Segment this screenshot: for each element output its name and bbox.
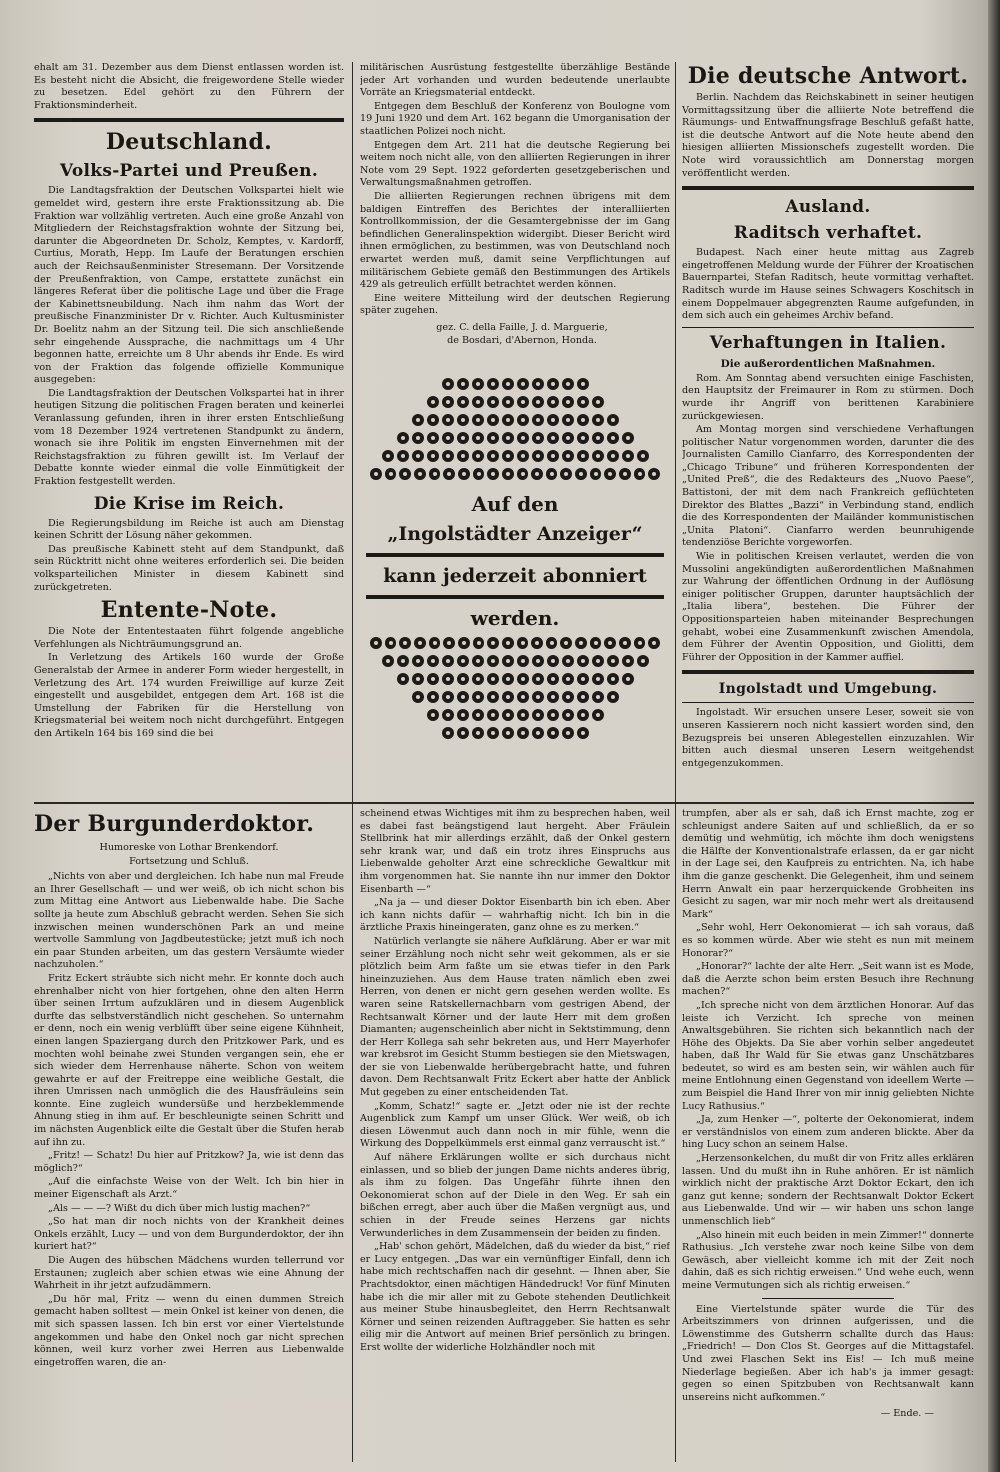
ornament-dot [637, 655, 649, 667]
ornament-dot [562, 655, 574, 667]
ornament-dot [648, 468, 660, 480]
column-middle-top [360, 62, 670, 372]
ornament-dot [382, 450, 394, 462]
story-paragraph: „Hab' schon gehört, Mädelchen, daß du wieder da bist,“ rief er Lucy entgegen. „Das war ein vernünftiger Einfall, denn ich habe mich rechtschaffen nach dir gesehnt. — Ihnen aber, Sie Prachtsdoktor, einen mächtigen Händedruck! Vor fünf Minuten habe ich die mir aller mit zu Gebote stehenden Deutlichkeit aus meiner Stube hinausbegleitet, den Herrn Rechtsanwalt Körner und seinen reizenden Auftraggeber. Sie hatten es sehr eilig mir die Antwort auf meinen Brief persönlich zu bringen. Erst wollte der widerliche Holzhändler noch mit [360, 1241, 670, 1353]
ornament-dot [502, 468, 514, 480]
ornament-dot [604, 468, 616, 480]
article-paragraph: Rom. Am Sonntag abend versuchten einige Faschisten, den Hauptsitz der Freimaurer in Rom zu stürmen. Doch wurde ihr Angriff von berittenen Karabiniere zurückgewiesen. [682, 372, 974, 422]
story-paragraph: Fritz Eckert sträubte sich nicht mehr. Er konnte doch auch ehrenhalber nicht von hier fortgehen, ohne den alten Herrn über seinen Irrtum aufzuklären und in diesem Augenblick durfte das selbstverständlich nicht geschehen. So unternahm er denn, noch ein wenig verblüfft über seine eigene Kühnheit, einen langen Spaziergang durch den Pritzkower Park, und es mochten wohl beinahe zwei Stunden vergangen sein, ehe er sich wieder dem Herrenhause näherte. Schon von weitem gewahrte er auf der Freitreppe eine weibliche Gestalt, die ihren Umrissen nach unmöglich die des Hausfräuleins sein konnte. Eine zugleich wundersüße und herzbeklemmende Ahnung stieg in ihm auf. Er beschleunigte seinen Schritt und im nächsten Augenblick eilte die Gestalt über die Stufen herab auf ihn zu. [34, 972, 344, 1148]
article-paragraph: Wie in politischen Kreisen verlautet, werden die von Mussolini angekündigten außerordentlichen Maßnahmen zur Wahrung der öffentlichen Ordnung in der Auflösung einiger politischer Gruppen, darunter hauptsächlich der „Italia libera“, bestehen. Die Führer der Oppositionsparteien haben miteinander Besprechungen gehabt, wobei eine Zusammenkunft zwischen Amendola, dem Führer der Aventin Opposition, und Giolitti, dem Führer der Opposition in der Kammer auffiel. [682, 551, 974, 663]
ornament-dot [442, 414, 454, 426]
ornament-dot [399, 468, 411, 480]
ornament-dot [607, 450, 619, 462]
section-rule [762, 1298, 894, 1299]
story-paragraph: „Auf die einfachste Weise von der Welt. Ich bin hier in meiner Eigenschaft als Arzt.“ [34, 1176, 344, 1201]
story-paragraph: Eine Viertelstunde später wurde die Tür des Arbeitszimmers von drinnen aufgerissen, und die Löwenstimme des Gutsherrn schallte durch das Haus: „Friedrich! — Don Clos St. Georges auf die Mittagstafel. Und zwei Flaschen Sekt ins Eis! — Ich muß meine Niederlage begießen. Aber ich hab's ja immer gesagt: gegen so einen Spitzbuben von Rechtsanwalt kann unsereins nicht aufkommen.“ [682, 1303, 974, 1403]
ornament-dot [532, 727, 544, 739]
story-text [682, 808, 974, 1293]
ornament-dot [502, 396, 514, 408]
ornament-dot [547, 450, 559, 462]
ornament-dot [458, 637, 470, 649]
article-paragraph: Die Note der Ententestaaten führt folgende angebliche Verfehlungen als Nichträumungsgrund an. [34, 626, 344, 650]
ornament-dot [532, 414, 544, 426]
ornament-dot [412, 673, 424, 685]
ornament-dot [562, 727, 574, 739]
ornament-dot [442, 691, 454, 703]
ornament-dot [560, 637, 572, 649]
ornament-dot [532, 378, 544, 390]
ornament-dot [592, 414, 604, 426]
ornament-dot [619, 637, 631, 649]
story-paragraph: „Sehr wohl, Herr Oekonomierat — ich sah voraus, daß es so kommen würde. Aber wie steht es nun mit meinem Honorar?“ [682, 922, 974, 959]
story-paragraph: „Als — — —? Wißt du dich über mich lustig machen?“ [48, 1202, 311, 1214]
ornament-dot [622, 655, 634, 667]
ornament-dot [517, 432, 529, 444]
ornament-dot [443, 468, 455, 480]
story-paragraph: Auf nähere Erklärungen wollte er sich durchaus nicht einlassen, und so blieb der jungen Dame nichts anderes übrig, als ihm zu folgen. Das Ungefähr führte ihnen den Oekonomierat schon auf der Diele in den Weg. Er sah ein bißchen erregt, aber auch über die Maßen vergnügt aus, und schien in der Freude seines Herzens gar nichts Verwunderliches in dem Zusammensein der beiden zu finden. [360, 1152, 670, 1239]
ornament-dot [502, 450, 514, 462]
heading-burgunderdoktor: Der Burgunderdoktor. [34, 811, 315, 837]
ornament-dot [427, 432, 439, 444]
feuilleton-column-1 [34, 808, 344, 1462]
story-paragraph: Die Augen des hübschen Mädchens wurden tellerrund vor Erstaunen; zugleich aber schien etwas wie eine Ahnung der Wahrheit in ihr jetzt aufzudämmern. [34, 1255, 344, 1292]
ornament-dot [547, 727, 559, 739]
ornament-dot [577, 673, 589, 685]
ornament-dot [607, 691, 619, 703]
ornament-dot [517, 727, 529, 739]
ornament-dot [443, 637, 455, 649]
ornament-dot [385, 468, 397, 480]
ornament-dot [532, 396, 544, 408]
article-paragraph: Eine weitere Mitteilung wird der deutschen Regierung später zugehen. [360, 292, 670, 317]
ornament-dot [560, 468, 572, 480]
ornament-dot [607, 414, 619, 426]
ornament-dot [562, 378, 574, 390]
heading-ingolstadt: Ingolstadt und Umgebung. [718, 681, 938, 698]
ornament-dot [457, 673, 469, 685]
ornament-dot [502, 414, 514, 426]
ornament-dot [427, 655, 439, 667]
ornament-dot [502, 655, 514, 667]
ornament-dot [577, 432, 589, 444]
feuilleton-column-3 [682, 808, 974, 1462]
section-rule [682, 670, 974, 674]
ornament-dot [577, 691, 589, 703]
signature-line: gez. C. della Faille, J. d. Marguerie, [436, 321, 608, 333]
ornament-dot [562, 396, 574, 408]
ornament-dot [472, 727, 484, 739]
ornament-dot [604, 637, 616, 649]
ornament-dot [429, 468, 441, 480]
ornament-dot [458, 468, 470, 480]
ornament-dot [562, 432, 574, 444]
ornament-dot [472, 655, 484, 667]
article-paragraph: Die Landtagsfraktion der Deutschen Volkspartei hielt wie gemeldet wird, gestern ihre erste Fraktionssitzung ab. Die Fraktion war vollzählig vertreten. Auch eine große Anzahl von Mitgliedern der Reichstagsfraktion wohnte der Sitzung bei, darunter die Abgeordneten Dr. Scholz, Kemptes, v. Kardorff, Curtius, Morath, Hepp. Im Laufe der Beratungen erschien auch der Reichsaußenminister Stresemann. Der Vorsitzende der Preußenfraktion, von Campe, erstattete zunächst ein längeres Referat über die politische Lage und über die Frage der Kabinettsneubildung. Nach ihm nahm das Wort der preußische Finanzminister Dr v. Richter. Auch Kultusminister Dr. Boelitz nahm an der Sitzung teil. Die sich anschließende sehr eingehende Aussprache, die nachmittags um 4 Uhr begonnen hatte, erreichte um 8 Uhr abends ihr Ende. Es wird von der Fraktion das folgende offizielle Kommunique ausgegeben: [34, 185, 344, 386]
ornament-dot [532, 691, 544, 703]
ornament-dot [502, 691, 514, 703]
ad-line-2: „Ingolstädter Anzeiger“ [387, 523, 643, 545]
ornament-dot [457, 709, 469, 721]
ornament-dot [547, 378, 559, 390]
story-paragraph: „Komm, Schatz!“ sagte er. „Jetzt oder nie ist der rechte Augenblick zum Kampf um unser Glück. Wer weiß, ob ich diesen Löwenmut auch dann noch in mir fühle, wenn die Wirkung des Doppelkümmels erst einmal ganz verrauscht ist.“ [360, 1100, 670, 1150]
article-paragraph: Die Landtagsfraktion der Deutschen Volkspartei hat in ihrer heutigen Sitzung die politischen Fragen beraten und keinerlei Veranlassung gefunden, ihren in ihrer ersten Entschließung vom 18 Dezember 1924 vertretenen Standpunkt zu ändern, wonach sie ihre Politik im engsten Einvernehmen mit der Reichstagsfraktion zu führen gewillt ist. Im Verlauf der Debatte konnte wieder einmal die volle Einmütigkeit der Fraktion festgestellt werden. [34, 387, 344, 488]
story-paragraph: „Du hör mal, Fritz — wenn du einen dummen Streich gemacht haben solltest — mein Onkel ist keiner von denen, die mit sich spassen lassen. Ich bin erst vor einer Viertelstunde angekommen und habe den Onkel noch gar nicht sprechen können, weil kurz vorher zwei Herren aus Liebenwalde eingetroffen waren, die an- [34, 1293, 344, 1368]
ornament-dot [414, 637, 426, 649]
ornament-dot [577, 396, 589, 408]
ad-line-3: kann jederzeit abonniert [383, 565, 647, 587]
story-paragraph: „Fritz! — Schatz! Du hier auf Pritzkow? Ja, wie ist denn das möglich?“ [34, 1150, 344, 1174]
ornament-dot [487, 414, 499, 426]
article-paragraph: militärischen Ausrüstung festgestellte überzählige Bestände jeder Art vorhanden und wurden bedeutende unerlaubte Vorräte an Kriegsmaterial entdeckt. [360, 62, 670, 99]
ad-line-1: Auf den [471, 492, 559, 516]
ornament-dot [442, 709, 454, 721]
ornament-dot [592, 450, 604, 462]
story-paragraph: „Ja, zum Henker —“, polterte der Oekonomierat, indem er verständnislos von einem zum anderen blickte. Aber da hing Lucy schon an seinem Halse. [682, 1114, 974, 1151]
heading-volkspartei: Volks-Partei und Preußen. [59, 161, 319, 182]
ornament-dot [457, 450, 469, 462]
ornament-dot [502, 378, 514, 390]
ornament-dot [472, 709, 484, 721]
ornament-dot [592, 655, 604, 667]
signature-line: de Bosdari, d'Abernon, Honda. [447, 335, 597, 347]
ornament-dot [517, 414, 529, 426]
heading-raditsch: Raditsch verhaftet. [733, 223, 923, 244]
story-paragraph: scheinend etwas Wichtiges mit ihm zu besprechen haben, weil es dabei fast beängstigend laut hergeht. Aber Fräulein Stellbrink hat mir allerdings erzählt, daß der Onkel gestern sehr krank war, und daß ein trotz ihres Einspruchs aus Liebenwalde geholter Arzt eine schreckliche Gewaltkur mit ihm vorgenommen hat. Sie nannte ihn nur immer den Doktor Eisenbarth —“ [360, 808, 670, 895]
ornament-dot [622, 432, 634, 444]
ornament-dot [487, 709, 499, 721]
ornament-dot [385, 637, 397, 649]
ornament-dot [414, 468, 426, 480]
section-rule [34, 118, 344, 122]
ornament-dot [532, 673, 544, 685]
ornament-dot [457, 655, 469, 667]
ornament-dot [427, 450, 439, 462]
ornament-dot [622, 450, 634, 462]
ornament-dot [472, 432, 484, 444]
ornament-dot [412, 691, 424, 703]
ornament-dot [575, 468, 587, 480]
ornament-dot [442, 450, 454, 462]
ornament-dot [607, 655, 619, 667]
story-paragraph: „Honorar?“ lachte der alte Herr. „Seit wann ist es Mode, daß die Aerzte schon beim ersten Besuch ihre Rechnung machen?“ [682, 961, 974, 998]
story-paragraph: „So hat man dir noch nichts von der Krankheit deines Onkels erzählt, Lucy — und von dem Burgunderdoktor, der ihn kuriert hat?“ [34, 1216, 344, 1253]
ornament-dot [592, 709, 604, 721]
end-mark: — Ende. — [880, 1408, 934, 1420]
ornament-dot [412, 655, 424, 667]
ornament-dot [562, 673, 574, 685]
ornament-dot [502, 673, 514, 685]
ornament-dot [427, 691, 439, 703]
continuation-note: Fortsetzung und Schluß. [129, 855, 249, 867]
ornament-dot [547, 673, 559, 685]
story-paragraph: Natürlich verlangte sie nähere Aufklärung. Aber er war mit seiner Erzählung noch nicht sehr weit gekommen, als er sie plötzlich beim Arm faßte um sie etwas tiefer in den Park hineinzuziehen. Aus dem Hause traten nämlich eben zwei Herren, von denen er nicht gern gesehen werden wollte. Es waren seine Ratskellernachbarn vom gestrigen Abend, der Rechtsanwalt Körner und der laute Herr mit dem großen Diamanten; augenscheinlich aber nicht in Sektstimmung, denn der Herr Kollega sah sehr bekreten aus, und Herr Mayerhofer war krebsrot im Gesicht Stumm bestiegen sie den Mietswagen, der sie von Liebenwalde herübergebracht hatte, und fuhren davon. Dem Rechtsanwalt Fritz Eckert aber hatte der Anblick Mut gegeben zu einer entscheidenden Tat. [360, 935, 670, 1099]
section-rule [682, 186, 974, 190]
article-paragraph: Am Montag morgen sind verschiedene Verhaftungen politischer Natur vorgenommen worden, darunter die des Journalisten Camillo Cianfarro, des Korrespondenten der „Chicago Tribune“ und früheren Korrespondenten der „United Preß“, die des Redakteurs des „Nuovo Paese“, Battistoni, der mit dem nach Frankreich geflüchteten Direktor des Blattes „Bazzi“ in Verbindung stand, endlich die des Korrespondenten der Mailänder kommunistischen „Unita Platoni“. Cianfarro werden beunruhigende tendenziöse Berichte vorgeworfen. [682, 424, 974, 549]
ornament-dot [546, 468, 558, 480]
article-paragraph: Die Regierungsbildung im Reiche ist auch am Dienstag keinen Schritt der Lösung näher gekommen. [34, 517, 344, 542]
ornament-dot [457, 727, 469, 739]
ornament-dot [562, 709, 574, 721]
ornament-dot [517, 655, 529, 667]
ornament-dot [370, 468, 382, 480]
ornament-dot [517, 378, 529, 390]
ornament-dot [472, 378, 484, 390]
article-paragraph: Entgegen dem Beschluß der Konferenz von Boulogne vom 19 Juni 1920 und dem Art. 162 begann die Umorganisation der staatlichen Polizei noch nicht. [360, 100, 670, 137]
ornament-dot [397, 450, 409, 462]
feuilleton-column-2 [360, 808, 670, 1462]
ornament-dot [547, 432, 559, 444]
ornament-dot [517, 691, 529, 703]
ornament-dot [397, 655, 409, 667]
ornament-dot [382, 655, 394, 667]
ornament-dot [370, 637, 382, 649]
ornament-dot [457, 432, 469, 444]
ornament-dot [427, 709, 439, 721]
ornament-dot [517, 396, 529, 408]
subscription-advertisement [362, 372, 668, 790]
ornament-dot [487, 468, 499, 480]
ornament-dot [532, 655, 544, 667]
ornament-dot [487, 727, 499, 739]
ornament-dot [399, 637, 411, 649]
ornament-dot [487, 432, 499, 444]
article-paragraph: Das preußische Kabinett steht auf dem Standpunkt, daß sein Rücktritt nicht ohne weiteres erforderlich sei. Die beiden volksparteilichen Minister in diesem Kabinett sind zurückgetreten. [34, 543, 344, 593]
ornament-dot [502, 709, 514, 721]
ornament-dot [577, 709, 589, 721]
column-right-top [682, 62, 974, 802]
ornament-dot [427, 414, 439, 426]
ornament-dot [562, 414, 574, 426]
ornament-dot [412, 432, 424, 444]
ornament-dot [577, 414, 589, 426]
ornament-dot [532, 450, 544, 462]
article-paragraph: In Verletzung des Artikels 160 wurde der Große Generalstab der Armee in anderer Form wieder hergestellt, in Verletzung des Art. 174 wurden Freiwillige auf kurze Zeit eingestellt und ausgebildet, entgegen dem Art. 168 ist die Umstellung der Fabriken für die Herstellung von Kriegsmaterial bei weitem noch nicht durchgeführt. Entgegen den Artikeln 164 bis 169 sind die bei [34, 652, 344, 739]
ornament-dot [577, 450, 589, 462]
ornament-dot [607, 432, 619, 444]
story-paragraph: „Na ja — und dieser Doktor Eisenbarth bin ich eben. Aber ich kann nichts dafür — wahrhaftig nicht. Ich bin in die ärztliche Praxis hineingeraten, ganz ohne es zu merken.“ [360, 897, 670, 934]
ornament-dot [547, 655, 559, 667]
heading-entente: Entente-Note. [100, 597, 278, 624]
section-rule [682, 327, 974, 328]
ornament-dot [472, 673, 484, 685]
decorative-dots-bottom [362, 631, 668, 742]
intro-paragraph: ehalt am 31. Dezember aus dem Dienst entlassen worden ist. Es besteht nicht die Absicht, die freigewordene Stelle wieder zu besetzen. Edel gehört zu den Führern der Fraktionsminderheit. [34, 62, 344, 111]
ad-rule [366, 595, 664, 599]
story-paragraph: trumpfen, aber als er sah, daß ich Ernst machte, zog er schleunigst andere Saiten auf und schließlich, da er so demütig und wehmütig, ich möchte ihm doch wenigstens die Hälfte der Konventionalstrafe erlassen, da er gar nicht in der Lage sei, den Kaufpreis zu entrichten. Na, ich habe ihm die ganze geschenkt. Die Gelegenheit, ihm und seinem Herrn Anwalt ein paar herzerquickende Grobheiten ins Gesicht zu sagen, war mir noch mehr wert als dreitausend Mark“ [682, 808, 974, 920]
column-divider [675, 62, 676, 1462]
decorative-dots-top [362, 372, 668, 483]
ornament-dot [592, 673, 604, 685]
ornament-dot [577, 378, 589, 390]
heading-italien: Verhaftungen in Italien. [709, 332, 947, 353]
feuilleton-divider [34, 802, 974, 804]
byline: Humoreske von Lothar Brenkendorf. [99, 842, 279, 853]
ornament-dot [590, 637, 602, 649]
ornament-dot [487, 655, 499, 667]
ornament-dot [457, 378, 469, 390]
column-left-top [34, 62, 344, 802]
ornament-dot [487, 450, 499, 462]
ornament-dot [412, 450, 424, 462]
ornament-dot [531, 468, 543, 480]
ornament-dot [532, 709, 544, 721]
ornament-dot [397, 673, 409, 685]
ornament-dot [442, 727, 454, 739]
ornament-dot [619, 468, 631, 480]
ornament-dot [502, 432, 514, 444]
ornament-dot [547, 396, 559, 408]
ornament-dot [531, 637, 543, 649]
page-edge-shadow [988, 0, 1000, 1472]
article-paragraph: Ingolstadt. Wir ersuchen unsere Leser, soweit sie von unseren Kassierern noch nicht kassiert worden sind, den Bezugspreis bei unseren Ablegestellen einzuzahlen. Wir bitten auch diesmal unseren Lesern weitgehendst entgegenzukommen. [682, 707, 974, 769]
ornament-dot [517, 450, 529, 462]
story-text [360, 808, 670, 1355]
ornament-dot [562, 691, 574, 703]
ornament-dot [577, 727, 589, 739]
ornament-dot [457, 691, 469, 703]
ornament-dot [577, 655, 589, 667]
ornament-dot [517, 709, 529, 721]
ornament-dot [442, 673, 454, 685]
ornament-dot [473, 468, 485, 480]
ornament-dot [517, 637, 529, 649]
ornament-dot [412, 414, 424, 426]
ornament-dot [472, 396, 484, 408]
ornament-dot [547, 691, 559, 703]
column-divider [352, 62, 353, 1462]
subheading-massnahmen: Die außerordentlichen Maßnahmen. [720, 357, 936, 370]
ornament-dot [502, 727, 514, 739]
ornament-dot [622, 673, 634, 685]
article-paragraph: Entgegen dem Art. 211 hat die deutsche Regierung bei weitem noch nicht alle, von den alliierten Regierungen in ihrer Note vom 29 Sept. 1922 geforderten gesetzgeberischen und Verwaltungsmaßnahmen getroffen. [360, 139, 670, 189]
ornament-dot [457, 396, 469, 408]
article-paragraph: Budapest. Nach einer heute mittag aus Zagreb eingetroffenen Meldung wurde der Führer der Kroatischen Bauernpartei, Stefan Raditsch, heute vormittag verhaftet. Raditsch wurde im Hause seines Schwagers Koschitsch in einem Doppelmauer abgegrenzten Raume aufgefunden, in dem sich auch ein geheimes Archiv befand. [682, 247, 974, 322]
ornament-dot [547, 709, 559, 721]
ornament-dot [397, 432, 409, 444]
story-paragraph: „Herzensonkelchen, du mußt dir von Fritz alles erklären lassen. Und du mußt ihn in Ruhe anhören. Er ist nämlich wirklich nicht der praktische Arzt Doktor Eckart, den ich ganz gut kenne; sondern der Rechtsanwalt Doktor Eckert aus Liebenwalde. Und wir — wir haben uns schon lange unmenschlich lieb“ [682, 1153, 974, 1227]
ornament-dot [592, 396, 604, 408]
section-rule [682, 702, 974, 703]
ornament-dot [429, 637, 441, 649]
ornament-dot [648, 637, 660, 649]
ornament-dot [487, 396, 499, 408]
ornament-dot [427, 396, 439, 408]
heading-deutsche-antwort: Die deutsche Antwort. [687, 63, 969, 89]
ornament-dot [634, 637, 646, 649]
ornament-dot [634, 468, 646, 480]
ornament-dot [502, 637, 514, 649]
ornament-dot [487, 691, 499, 703]
ornament-dot [442, 396, 454, 408]
ornament-dot [487, 378, 499, 390]
ornament-dot [532, 432, 544, 444]
heading-krise: Die Krise im Reich. [93, 493, 285, 514]
heading-deutschland: Deutschland. [105, 129, 273, 156]
ad-line-4: werden. [470, 606, 560, 630]
story-paragraph: „Ich spreche nicht von dem ärztlichen Honorar. Auf das leiste ich Verzicht. Ich spreche von meinen Anwaltsgebühren. Sie richten sich bekanntlich nach der Höhe des Objekts. Da Sie aber vorhin selber angedeutet haben, daß Ihr Wald für Sie etwas ganz Unschätzbares bedeutet, so wird es am besten sein, wir wählen auch für meine Entlohnung einen Gegenstand von ideellem Werte — zum Beispiel die Hand Ihrer von mir innig geliebten Nichte Lucy Rathusius.“ [682, 999, 974, 1112]
ornament-dot [457, 414, 469, 426]
article-paragraph: Die alliierten Regierungen rechnen übrigens mit dem baldigen Eintreffen des Berichtes der interalliierten Kontrollkommission, der die Gesamtergebnisse der im Gang befindlichen Generalinspektion widergibt. Dieser Bericht wird ihnen ermöglichen, zu bestimmen, was von Deutschland noch erwartet werden muß, damit seine Verpflichtungen auf militärischem Gebiete gemäß den Bestimmungen des Artikels 429 als getreulich erfüllt betrachtet werden können. [360, 190, 670, 291]
ornament-dot [427, 673, 439, 685]
ad-rule [366, 553, 664, 557]
ornament-dot [517, 673, 529, 685]
ornament-dot [487, 673, 499, 685]
ornament-dot [607, 673, 619, 685]
ornament-dot [472, 450, 484, 462]
ornament-dot [473, 637, 485, 649]
ornament-dot [575, 637, 587, 649]
article-paragraph: Berlin. Nachdem das Reichskabinett in seiner heutigen Vormittagssitzung über die alliierte Note betreffend die Räumungs- und Entwaffnungsfrage Beschluß gefaßt hatte, ist die deutsche Antwort auf die Note heute abend den hiesigen alliierten Missionschefs zugestellt worden. Die Note wird voraussichtlich am Donnerstag morgen veröffentlicht werden. [682, 92, 974, 179]
ornament-dot [592, 432, 604, 444]
story-paragraph: „Nichts von aber und dergleichen. Ich habe nun mal Freude an Ihrer Gesellschaft — und wer weiß, ob ich nicht schon bis zum Mittag eine Antwort aus Liebenwalde habe. Die Sache sollte ja heute zum Abschluß gebracht werden. Sehen Sie sich inzwischen meinen wunderschönen Park an und meine wertvolle Sammlung von Jagdbeutestücke; jetzt muß ich noch ein paar Stunden arbeiten, um das gestern Versäumte wieder nachzuholen.“ [34, 871, 344, 971]
ornament-dot [442, 378, 454, 390]
ornament-dot [637, 450, 649, 462]
ornament-dot [472, 414, 484, 426]
story-text [34, 871, 344, 1369]
ornament-dot [546, 637, 558, 649]
ornament-dot [517, 468, 529, 480]
heading-ausland: Ausland. [785, 197, 871, 218]
ornament-dot [442, 655, 454, 667]
ornament-dot [472, 691, 484, 703]
ornament-dot [442, 432, 454, 444]
ornament-dot [487, 637, 499, 649]
ornament-dot [592, 691, 604, 703]
story-paragraph: „Also hinein mit euch beiden in mein Zimmer!“ donnerte Rathusius. „Ich verstehe zwar noch keine Silbe von dem Gewäsch, aber vielleicht komme ich mit der Zeit noch dahin, daß es sich richtig erweisen.“ Und wehe euch, wenn meine Vermutungen sich als richtig erweisen.“ [682, 1229, 974, 1291]
ornament-dot [547, 414, 559, 426]
ornament-dot [562, 450, 574, 462]
ornament-dot [590, 468, 602, 480]
